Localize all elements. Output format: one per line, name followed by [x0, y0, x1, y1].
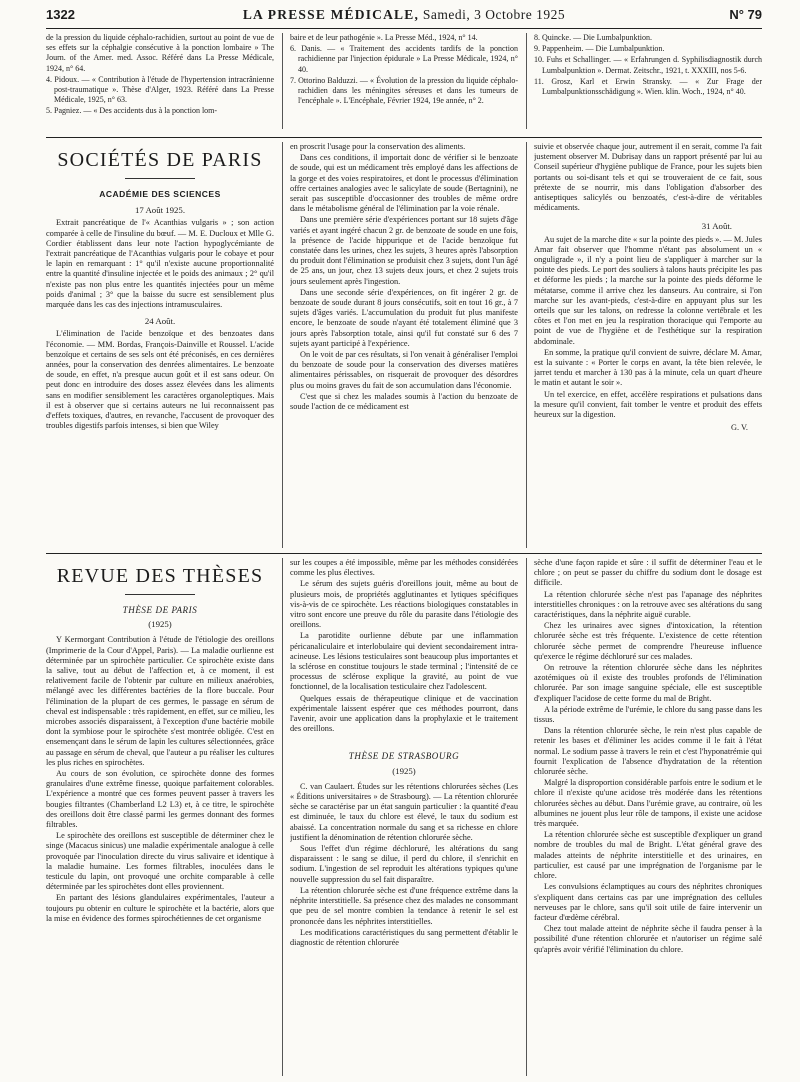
journal-title: LA PRESSE MÉDICALE, — [242, 7, 420, 22]
column-divider — [282, 33, 283, 129]
paragraph: On le voit de par ces résultats, si l'on venait à généraliser l'emploi du benzoate de soude pour la conservation des diverses matières alimentaires périssables, on risquerait de provoquer des désordres plus ou moins graves du fait de son accumulation dans l'économie. — [290, 350, 518, 390]
societes-column-2 — [290, 142, 518, 550]
journal-header-line — [46, 7, 762, 22]
column-divider — [526, 142, 527, 548]
refs-column-2 — [290, 33, 518, 133]
paragraph: Au cours de son évolution, ce spirochète donne des formes granulaires d'une extrême finesse, quoique parfaitement colorables. L'expérience a montré que ces formes peuvent passer à travers les bougies filtrantes (Chamberland L2 L3) et, à ce titre, le spirochète des oreillons doit être classé parmi les germes donnant des formes filtrables. — [46, 769, 274, 830]
academy-heading: ACADÉMIE DES SCIENCES — [99, 189, 221, 199]
section-rule — [46, 553, 762, 554]
section-rule — [46, 137, 762, 138]
column-divider — [526, 33, 527, 129]
paragraph: La rétention chlorurée sèche est susceptible d'expliquer un grand nombre de troubles du mal de Bright. L'état général grave des malades atteints de néphrite interstitielle et des urinaires, en particulier, est causé par une imprégnation de l'organisme par le chlore. — [534, 830, 762, 881]
issue-date: Samedi, 3 Octobre 1925 — [419, 7, 566, 22]
paragraph: C'est que si chez les malades soumis à l'action du benzoate de soude l'action de ce médicament est — [290, 391, 518, 412]
paragraph: Malgré la disproportion considérable parfois entre le sodium et le chlore il n'existe qu'une acidose très modérée dans les rétentions chlorurées sèches au début. Dans l'urémie grave, au contraire, où les albumines ne jouent plus leur rôle de tampons, il existe une acidose très marquée. — [534, 778, 762, 829]
reference-item: 9. Pappenheim. — Die Lumbalpunktion. — [534, 44, 665, 54]
reference-item: 4. Pidoux. — « Contribution à l'étude de l'hypertension intracrânienne post-traumatique ». Thèse d'Alger, 1923. Référé dans La Presse Médicale, 1925, n° 63. — [46, 74, 274, 105]
paragraph: Un tel exercice, en effet, accélère respirations et pulsations dans la mesure qu'il convient, fait tomber le ventre et produit des effets heureux sur la digestion. — [534, 389, 762, 420]
paragraph: En partant des lésions glandulaires expérimentales, l'auteur a toujours pu obtenir en culture le spirochète et la bactérie, alors que la mise en évidence des formes spirochétiennes de cet organisme — [46, 893, 274, 923]
paragraph: Dans ces conditions, il importait donc de vérifier si le benzoate de soude, qui est un médicament très employé dans les affections de la gorge et des voies respiratoires, et dont le processus d'élimination offre certaines analogies avec le salicylate de soude (Bertagnini), ne serait pas susceptible d'occasionner des troubles de même ordre dans le métabolisme général de l'élimination par la voie rénale. — [290, 153, 518, 214]
paragraph: Le spirochète des oreillons est susceptible de déterminer chez le singe (Macacus sinicus) une maladie expérimentale analogue à celle provoquée par l'inoculation directe du virus salivaire et identique à la maladie humaine. Les formes filtrables, inoculées dans le testicule du lapin, ont provoqué une orchite comparable à celle déterminée par les spirochètes dont elles proviennent. — [46, 831, 274, 892]
paragraph: Dans une première série d'expériences portant sur 18 sujets d'âge variés et ayant ingéré chacun 2 gr. de benzoate de soude en une fois, la présence de l'acide hippurique et de l'acide benzoïque fut constatée dans les urines, chez les sujets, 3 heures après l'absorption du produit dont l'élimination se produisit chez 3 sujets, dont l'un âgé de 25 ans, un jour, chez 13 sujets deux jours, et chez 2 sujets trois jours seulement après l'ingestion. — [290, 215, 518, 286]
section-title-theses: REVUE DES THÈSES — [56, 565, 264, 587]
paragraph: Y Kermorgant Contribution à l'étude de l'étiologie des oreillons (Imprimerie de la Cour d'Appel, Paris). — La maladie ourlienne est déterminée par un spirochète particulier. Ce spirochète existe dans la salive, tout au début de l'affection et, à ce moment, il est relativement facile de l'obtenir par culture en milieux anaérobies, mélangé avec les différentes bactéries de la flore buccale. Pour l'élimination de la plupart de ces germes, le passage en sérum de cheval est indispensable : très rapidement, en effet, sur ce milieu, les microbes associés disparaissent, à l'exception d'une bactérie mobile dont la symbiose pour le spirochète s'est montrée obligée. C'est en ensemençant dans le sérum de lapin les cultures sélectionnées, grâce au passage en sérum de cheval, que l'auteur a pu réaliser les cultures les plus riches en spirochètes. — [46, 635, 274, 767]
paragraph: Les modifications caractéristiques du sang permettent d'établir le diagnostic de rétention chlorurée — [290, 927, 518, 947]
session-date: 31 Août. — [701, 221, 732, 232]
societes-column-1 — [46, 142, 274, 550]
page-number: 1322 — [46, 7, 75, 22]
theses-column-1 — [46, 558, 274, 1076]
session-date: 17 Août 1925. — [134, 205, 186, 216]
refs-column-1 — [46, 33, 274, 133]
paragraph: La rétention chlorurée sèche est d'une fréquence extrême dans la néphrite interstitielle. Sa présence chez des malades ne consommant que peu de sel montre combien la tendance à retenir le sel est prononcée dans les néphrites interstitielles. — [290, 885, 518, 926]
thesis-origin-heading: THÈSE DE PARIS — [122, 605, 198, 615]
reference-item: 6. Danis. — « Traitement des accidents tardifs de la ponction rachidienne par l'injection épidurale » La Presse Médicale, 1924, n° 40. — [290, 44, 518, 74]
paragraph: Au sujet de la marche dite « sur la pointe des pieds ». — M. Jules Amar fait observer que l'homme n'étant pas absolument un « onguligrade », il n'y a point lieu de s'appliquer à marcher sur la pointe des pieds. Le port des souliers à talons hauts précipite les pas et déforme les pieds ; la marche sur la pointe des pieds déforme le métatarse, comme il arrive chez les danseurs. Au contraire, si l'on marche sur les avant-pieds, c'est-à-dire en appuyant plus sur les orteils que sur les talons, on redresse la colonne vertébrale et les côtes et l'on met en jeu la respiration thoracique qui l'emporte au point de vue de l'hygiène et de l'esthétique sur la respiration abdominale. — [534, 234, 762, 346]
reference-item: 10. Fuhs et Schallinger. — « Erfahrungen d. Syphilisdiagnostik durch Lumbalpunktion ». Dermat. Zeitschr., 1921, t. XXXIII, nos 5-6. — [534, 55, 762, 75]
session-date: 24 Août. — [144, 316, 176, 327]
paragraph: suivie et observée chaque jour, autrement il en serait, comme l'a fait justement observer M. Dubrisay dans un rapport présenté par lui au Conseil supérieur d'hygiène publique de France, pour les sujets bien portants ou soi-disant tels et qui se trouveraient de ce fait, sous prétexte de se nourrir, mis dans l'obligation d'absorber des antiseptiques salicylés ou benzoatés, c'est-à-dire de véritables médicaments. — [534, 142, 762, 213]
thesis-year: (1925) — [392, 765, 416, 776]
paragraph: L'élimination de l'acide benzoïque et des benzoates dans l'économie. — MM. Bordas, François-Dainville et Roussel. L'acide benzoïque et certains de ses sels ont été préconisés, en ces dernières années, pour la conservation des denrées alimentaires. Le benzoate de soude, en effet, n'a presque aucun goût et il est sans odeur. On peut donc en introduire des doses assez élevées dans les aliments sans en modifier sensiblement les caractères organoleptiques. Mais il est à observer que si certains auteurs ne lui reconnaissent pas d'effets toxiques, d'autres, en revanche, l'accusent de provoquer des troubles digestifs parfois intenses, si bien que Wiley — [46, 329, 274, 431]
paragraph: Les convulsions éclamptiques au cours des néphrites chroniques s'expliquent dans certains cas par une imprégnation des cellules nerveuses par le chlore, sans qu'il soit utile de faire intervenir un facteur d'œdème cérébral. — [534, 882, 762, 922]
refs-column-3 — [534, 33, 762, 133]
reference-item: baire et de leur pathogénie ». La Presse Méd., 1924, n° 14. — [290, 33, 478, 42]
societes-column-3 — [534, 142, 762, 550]
column-divider — [282, 558, 283, 1076]
thesis-origin-heading: THÈSE DE STRASBOURG — [348, 751, 460, 762]
spacer — [290, 735, 518, 749]
paragraph: A la période extrême de l'urémie, le chlore du sang passe dans les tissus. — [534, 704, 762, 725]
thesis-year: (1925) — [148, 619, 172, 630]
reference-item: 11. Grosz, Karl et Erwin Stransky. — « Zur Frage der Lumbalpunktionsschädigung ». Wien. klin. Woch., 1924, n° 40. — [534, 76, 762, 97]
signature: G. V. — [731, 423, 748, 433]
paragraph: Chez les urinaires avec signes d'intoxication, la rétention chlorurée sèche est très fréquente. L'existence de cette rétention chlorurée sèche permet de comprendre l'heureuse influence qu'exerce le régime déchloruré sur ces malades. — [534, 621, 762, 661]
paragraph: sèche d'une façon rapide et sûre : il suffit de déterminer l'eau et le chlore ; on peut se passer du chiffre du sodium dont le dosage est difficile. — [534, 558, 762, 588]
paragraph: La parotidite ourlienne débute par une inflammation péricanaliculaire et interlobulaire qui devient secondairement intra-acineuse. Les lésions testiculaires sont beaucoup plus importantes et la sclérose en constitue toujours le stade terminal ; l'intensité de ce processus de sclérose explique la gravité, au point de vue fonctionnel, de la localisation testiculaire chez l'adolescent. — [290, 631, 518, 692]
column-divider — [526, 558, 527, 1076]
paragraph: Chez tout malade atteint de néphrite sèche il faudra penser à la possibilité d'une rétention chlorurée et n'autoriser un régime salé qu'après avoir vérifié l'élimination du chlore. — [534, 924, 762, 954]
theses-column-3 — [534, 558, 762, 1076]
running-header — [46, 8, 762, 28]
reference-item: 8. Quincke. — Die Lumbalpunktion. — [534, 33, 652, 42]
reference-item: de la pression du liquide céphalo-rachidien, surtout au point de vue de ses effets sur la céphalgie consécutive à la ponction lombaire » The Journ. of the Amer. med. Assoc. Référé dans La Presse Médicale, 1924, n° 64. — [46, 33, 274, 73]
title-underline — [125, 594, 195, 595]
paragraph: C. van Caulaert. Études sur les rétentions chlorurées sèches (Les « Éditions universitaires » de Strasbourg). — La rétention chlorurée sèche se caractérise par un état sanguin particulier : la quantité d'eau est diminuée, le taux du chlore est élevé, le taux du sodium est abaissé. La concentration normale du sang et sa richesse en chlore justifient la dénomination de rétention chlorurée sèche. — [290, 781, 518, 842]
paragraph: En somme, la pratique qu'il convient de suivre, déclare M. Amar, est la suivante : « Porter le corps en avant, la tête bien relevée, le jarret tendu et marcher à 130 pas à la minute, cela un quart d'heure le matin et autant le soir ». — [534, 347, 762, 388]
paragraph: La rétention chlorurée sèche n'est pas l'apanage des néphrites interstitielles chroniques : on la retrouve avec ses altérations du sang caractéristiques, dans la néphrite aiguë curable. — [534, 589, 762, 620]
reference-item: 7. Ottorino Balduzzi. — « Évolution de la pression du liquide céphalo-rachidien dans les méningites séreuses et dans les tumeurs de l'encéphale ». L'Encéphale, Février 1924, 19e année, n° 2. — [290, 75, 518, 106]
reference-item: 5. Pagniez. — « Des accidents dus à la ponction lom- — [46, 106, 218, 116]
paragraph: Sous l'effet d'un régime déchloruré, les altérations du sang disparaissent : le sang se dilue, il perd du chlore, il s'enrichit en sodium. L'ingestion de sel reproduit les altérations typiques qu'une nouvelle suppression du sel fait disparaître. — [290, 844, 518, 884]
column-divider — [282, 142, 283, 548]
paragraph: Dans la rétention chlorurée sèche, le rein n'est plus capable de retenir les bases et d'éliminer les acides comme il le fait à l'état normal. Le sodium passe à travers le rein et c'est l'hyponatrémie qui fournit l'explication de l'absence d'hydratation de la rétention chlorurée sèche. — [534, 726, 762, 777]
paragraph: Quelques essais de thérapeutique clinique et de vaccination expérimentale laissent espérer que ces méthodes pourront, dans l'avenir, avoir une application dans la prophylaxie et le traitement des oreillons. — [290, 693, 518, 734]
section-title-societes: SOCIÉTÉS DE PARIS — [57, 149, 263, 171]
paragraph: Dans une seconde série d'expériences, on fit ingérer 2 gr. de benzoate de soude durant 8 jours consécutifs, soit en tout 16 gr., à 7 sujets d'âges variés. L'accumulation du produit fut plus manifeste encore, le benzoate de soude n'ayant été totalement éliminé que 3 jours après l'absorption totale, ainsi qu'il fut constaté sur 6 des 7 sujets ayant participé à l'expérience. — [290, 287, 518, 348]
paragraph: On retrouve la rétention chlorurée sèche dans les néphrites azotémiques où il existe des troubles profonds de l'élimination chlorurée. Par son image sanguine spéciale, elle est susceptible d'expliquer l'acidose de cette forme du mal de Bright. — [534, 663, 762, 703]
paragraph: Le sérum des sujets guéris d'oreillons jouit, même au bout de plusieurs mois, de propriétés agglutinantes et lytiques spécifiques vis-à-vis de ce spirochète. Les réactions biologiques constatables in vitro sont encore une preuve du rôle du parasite dans l'étiologie des oreillons. — [290, 579, 518, 630]
paragraph: sur les coupes a été impossible, même par les méthodes considérées comme les plus électives. — [290, 558, 518, 578]
newspaper-page — [46, 0, 762, 1082]
header-rule — [46, 28, 762, 29]
theses-column-2 — [290, 558, 518, 1076]
paragraph: en proscrit l'usage pour la conservation des aliments. — [290, 142, 466, 151]
paragraph: Extrait pancréatique de l'« Acanthias vulgaris » ; son action comparée à celle de l'insuline du bœuf. — M. E. Ducloux et Mlle G. Cordier établissent dans leur note l'action hypoglycémiante de l'extrait pancréatique de l'Acanthias vulgaris pour le cobaye et pour le lapin en remarquant : 1° qu'il n'existe aucune proportionnalité entre la quantité d'insuline injectée et le poids des animaux ; 2° qu'il n'existe pas non plus entre les quantités injectées pour un même poids d'animal ; 3° que la baisse du sucre est sensiblement plus marquée dans les cas des injections intramusculaires. — [46, 218, 274, 310]
issue-number: N° 79 — [729, 7, 762, 22]
title-underline — [125, 178, 195, 179]
